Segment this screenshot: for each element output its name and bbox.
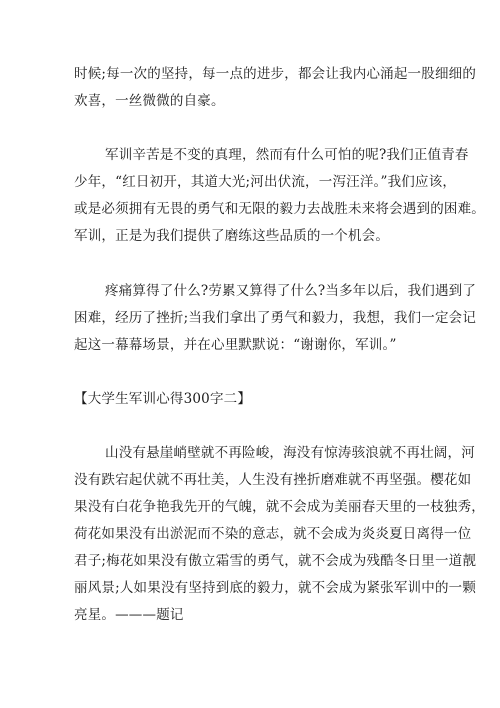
paragraph-line: 少年，“红日初开，其道大光;河出伏流，一泻汪洋。”我们应该，: [74, 174, 457, 190]
paragraph-line: 困难，经历了挫折;当我们拿出了勇气和毅力，我想，我们一定会记: [74, 310, 477, 326]
paragraph-line: 山没有悬崖峭壁就不再险峻，海没有惊涛骇浪就不再壮阔，河: [105, 445, 475, 461]
paragraph-line: 亮星。———题记: [74, 607, 184, 623]
paragraph-line: 丽风景;人如果没有坚持到底的毅力，就不会成为紧张军训中的一颗: [74, 580, 477, 596]
paragraph-line: 果没有白花争艳我先开的气魄，就不会成为美丽春天里的一枝独秀，: [74, 499, 485, 515]
paragraph-line: 欢喜，一丝微微的自豪。: [74, 93, 225, 109]
paragraph-line: 或是必须拥有无畏的勇气和无限的毅力去战胜未来将会遇到的困难。: [74, 201, 485, 217]
section-heading: 【大学生军训心得300字二】: [74, 391, 252, 407]
paragraph-line: 没有跌宕起伏就不再壮美，人生没有挫折磨难就不再坚强。樱花如: [74, 472, 472, 488]
paragraph-line: 时候;每一次的坚持，每一点的进步，都会让我内心涌起一股细细的: [74, 66, 477, 82]
paragraph-line: 君子;梅花如果没有傲立霜雪的勇气，就不会成为残酷冬日里一道靓: [74, 553, 477, 569]
paragraph-line: 荷花如果没有出淤泥而不染的意志，就不会成为炎炎夏日离得一位: [74, 526, 472, 542]
paragraph-line: 军训，正是为我们提供了磨练这些品质的一个机会。: [74, 228, 390, 244]
paragraph-line: 起这一幕幕场景，并在心里默默说：“谢谢你，军训。”: [74, 337, 397, 353]
paragraph-line: 疼痛算得了什么?劳累又算得了什么?当多年以后，我们遇到了: [105, 283, 477, 299]
paragraph-line: 军训辛苦是不变的真理，然而有什么可怕的呢?我们正值青春: [105, 147, 469, 163]
